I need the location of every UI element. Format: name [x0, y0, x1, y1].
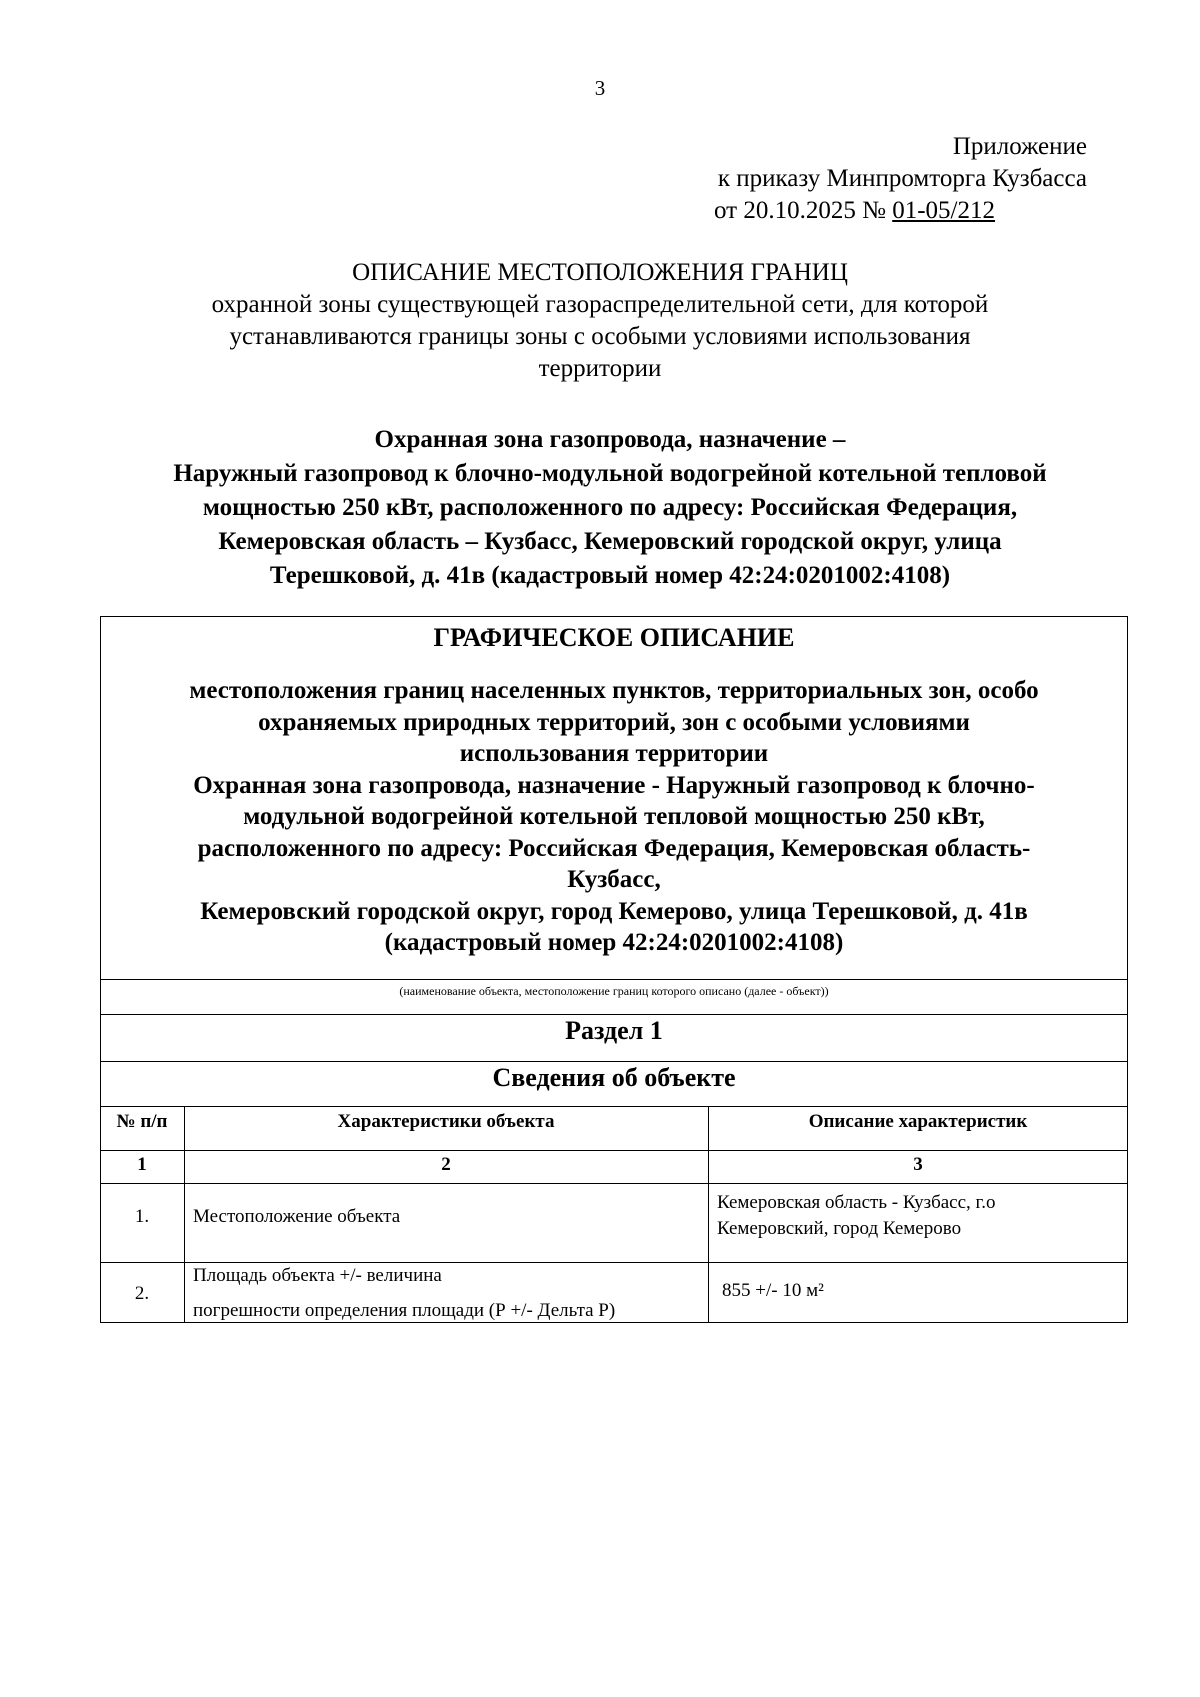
gd-line: использования территории: [459, 740, 769, 767]
section-divider-mid: [100, 1061, 1128, 1062]
table-col-divider-1: [184, 1106, 185, 1323]
gd-line: Охранная зона газопровода, назначение - Наружный газопровод к блочно-: [193, 771, 1035, 799]
object-heading-line-4: Кемеровская область – Кузбасс, Кемеровский городской округ, улица: [218, 528, 1002, 555]
section-divider-top: [100, 1014, 1128, 1015]
object-heading-line-1: Охранная зона газопровода, назначение –: [374, 426, 846, 453]
caption-divider: [100, 979, 1128, 980]
gd-line: охраняемых природных территорий, зон с особыми условиями: [258, 708, 970, 736]
heading-line-2: охранной зоны существующей газораспределительной сети, для которой: [211, 291, 989, 318]
row-2-characteristic-line-1: Площадь объекта +/- величина: [193, 1265, 442, 1286]
heading-line-4: территории: [538, 355, 662, 382]
object-heading-line-3: мощностью 250 кВт, расположенного по адресу: Российская Федерация,: [202, 494, 1018, 521]
appendix-line-2: к приказу Минпромторга Кузбасса: [717, 165, 1087, 192]
table-numbering-1: 1: [137, 1154, 147, 1175]
table-header-num: № п/п: [116, 1111, 168, 1132]
table-header-characteristic: Характеристики объекта: [337, 1111, 555, 1132]
row-1-characteristic: Местоположение объекта: [193, 1206, 401, 1227]
section-subtitle: Сведения об объекте: [492, 1063, 736, 1092]
table-numbering-2: 2: [441, 1154, 451, 1175]
heading-line-3: устанавливаются границы зоны с особыми условиями использования: [229, 323, 971, 350]
gd-line: Кемеровский городской округ, город Кемерово, улица Терешковой, д. 41в: [200, 897, 1028, 925]
section-title: Раздел 1: [565, 1016, 663, 1045]
table-header-border: [100, 1150, 1128, 1151]
page-number: 3: [594, 76, 606, 100]
object-heading-line-5: Терешковой, д. 41в (кадастровый номер 42:24:0201002:4108): [269, 562, 951, 589]
row-1-number: 1.: [134, 1206, 150, 1227]
table-top-border: [100, 1106, 1128, 1107]
table-header-description: Описание характеристик: [808, 1111, 1028, 1132]
object-caption: (наименование объекта, местоположение границ которого описано (далее - объект)): [399, 984, 829, 998]
table-col-divider-2: [708, 1106, 709, 1323]
table-numbering-3: 3: [913, 1154, 923, 1175]
appendix-line-3: [714, 195, 995, 226]
appendix-line-1: Приложение: [952, 133, 1087, 160]
table-numbering-border: [100, 1183, 1128, 1184]
row-2-characteristic-line-2: погрешности определения площади (Р +/- Дельта Р): [193, 1300, 616, 1321]
row-1-description-line-2: Кемеровский, город Кемерово: [717, 1218, 962, 1239]
graphic-description-text: [110, 675, 1118, 959]
order-number: 01-05/212: [892, 197, 995, 224]
row-2-description: 855 +/- 10 м²: [722, 1280, 824, 1301]
appendix-date: от 20.10.2025 №: [714, 197, 893, 224]
row-1-description-line-1: Кемеровская область - Кузбасс, г.о: [717, 1192, 996, 1213]
gd-line: расположенного по адресу: Российская Федерация, Кемеровская область-: [197, 834, 1031, 862]
heading-line-1: ОПИСАНИЕ МЕСТОПОЛОЖЕНИЯ ГРАНИЦ: [352, 259, 848, 286]
gd-line: местоположения границ населенных пунктов, территориальных зон, особо: [189, 677, 1039, 704]
gd-line: (кадастровый номер 42:24:0201002:4108): [384, 929, 844, 956]
graphic-description-title: ГРАФИЧЕСКОЕ ОПИСАНИЕ: [433, 623, 795, 652]
gd-line: модульной водогрейной котельной тепловой мощностью 250 кВт,: [243, 803, 985, 830]
object-heading-line-2: Наружный газопровод к блочно-модульной водогрейной котельной тепловой: [173, 460, 1047, 487]
gd-line: Кузбасс,: [567, 866, 661, 893]
row-2-number: 2.: [134, 1283, 150, 1304]
